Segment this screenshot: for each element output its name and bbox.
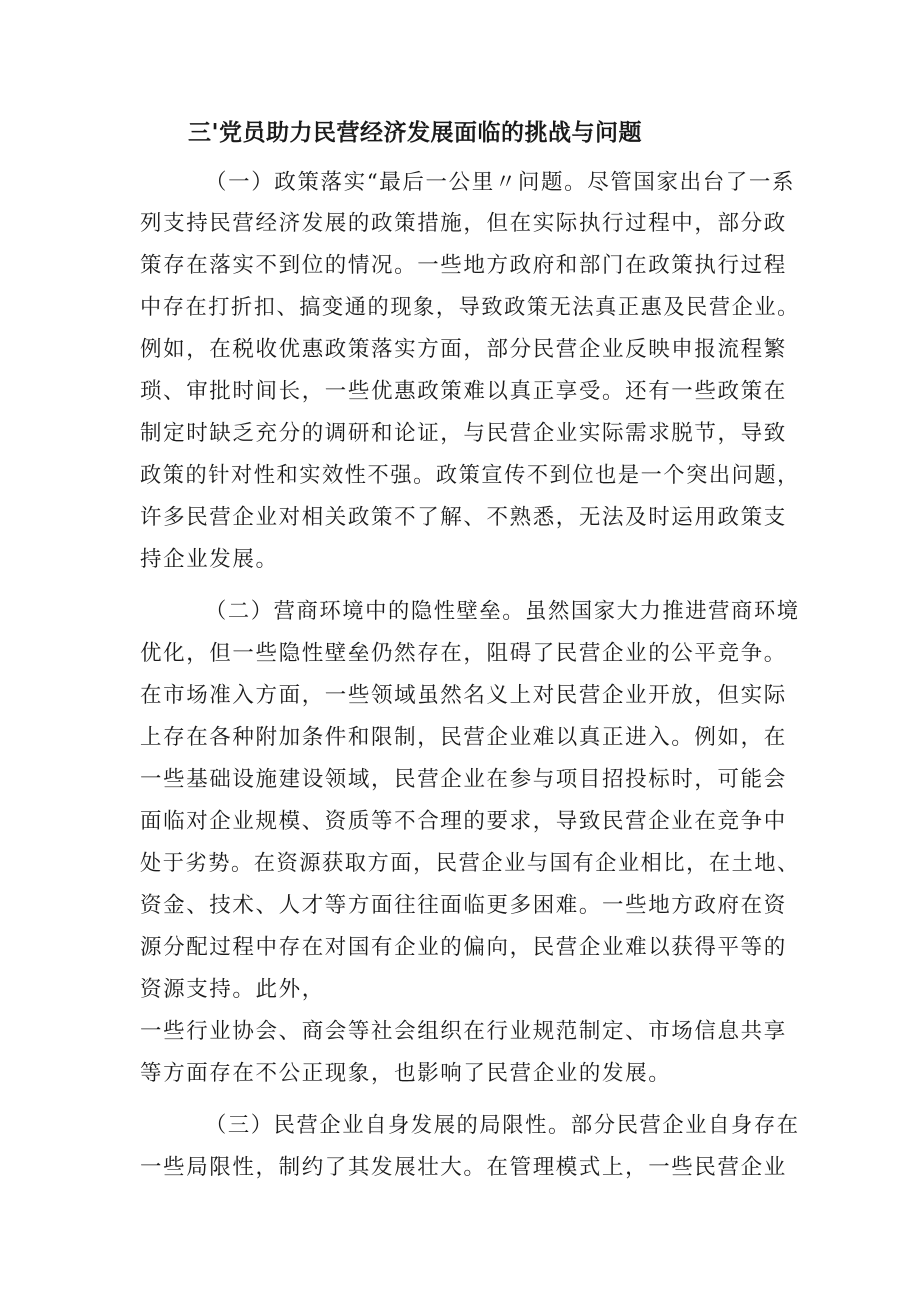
paragraph-2-line-5: 一些基础设施建设领域，民营企业在参与项目招投标时，可能会	[140, 767, 787, 792]
paragraph-1-line-4: 中存在打折扣、搞变通的现象，导致政策无法真正惠及民营企业。	[140, 295, 800, 320]
paragraph-3-line-2: 一些局限性，制约了其发展壮大。在管理模式上，一些民营企业	[140, 1155, 787, 1180]
paragraph-2-line-10: 资源支持。此外，	[140, 977, 325, 1002]
paragraph-2-line-7: 处于劣势。在资源获取方面，民营企业与国有企业相比，在土地、	[140, 851, 800, 876]
paragraph-1-line-10: 持企业发展。	[140, 547, 279, 572]
paragraph-1-line-9: 许多民营企业对相关政策不了解、不熟悉，无法及时运用政策支	[140, 505, 787, 530]
paragraph-2-line-1: （二）营商环境中的隐性壁垒。虽然国家大力推进营商环境	[205, 599, 800, 624]
paragraph-2-line-9: 源分配过程中存在对国有企业的偏向，民营企业难以获得平等的	[140, 935, 787, 960]
paragraph-1-line-6: 琐、审批时间长，一些优惠政策难以真正享受。还有一些政策在	[140, 379, 787, 404]
paragraph-1-line-2: 列支持民营经济发展的政策措施，但在实际执行过程中，部分政	[140, 211, 787, 236]
paragraph-2-line-11: 一些行业协会、商会等社会组织在行业规范制定、市场信息共享	[140, 1019, 787, 1044]
paragraph-1-line-5: 例如，在税收优惠政策落实方面，部分民营企业反映申报流程繁	[140, 337, 787, 362]
paragraph-2-line-4: 上存在各种附加条件和限制，民营企业难以真正进入。例如，在	[140, 725, 787, 750]
paragraph-1-line-7: 制定时缺乏充分的调研和论证，与民营企业实际需求脱节，导致	[140, 421, 787, 446]
paragraph-1-line-1: （一）政策落实“最后一公里〃问题。尽管国家出台了一系	[205, 170, 796, 195]
paragraph-3-line-1: （三）民营企业自身发展的局限性。部分民营企业自身存在	[205, 1113, 800, 1138]
paragraph-1-line-3: 策存在落实不到位的情况。一些地方政府和部门在政策执行过程	[140, 253, 787, 278]
paragraph-2-line-6: 面临对企业规模、资质等不合理的要求，导致民营企业在竞争中	[140, 809, 787, 834]
paragraph-1-line-8: 政策的针对性和实效性不强。政策宣传不到位也是一个突出问题，	[140, 463, 800, 488]
paragraph-2-line-8: 资金、技术、人才等方面往往面临更多困难。一些地方政府在资	[140, 893, 787, 918]
paragraph-2-line-3: 在市场准入方面，一些领域虽然名义上对民营企业开放，但实际	[140, 683, 787, 708]
section-heading: 三'党员助力民营经济发展面临的挑战与问题	[188, 120, 643, 146]
paragraph-2-line-12: 等方面存在不公正现象，也影响了民营企业的发展。	[140, 1061, 672, 1086]
paragraph-2-line-2: 优化，但一些隐性壁垒仍然存在，阻碍了民营企业的公平竞争。	[140, 641, 787, 666]
